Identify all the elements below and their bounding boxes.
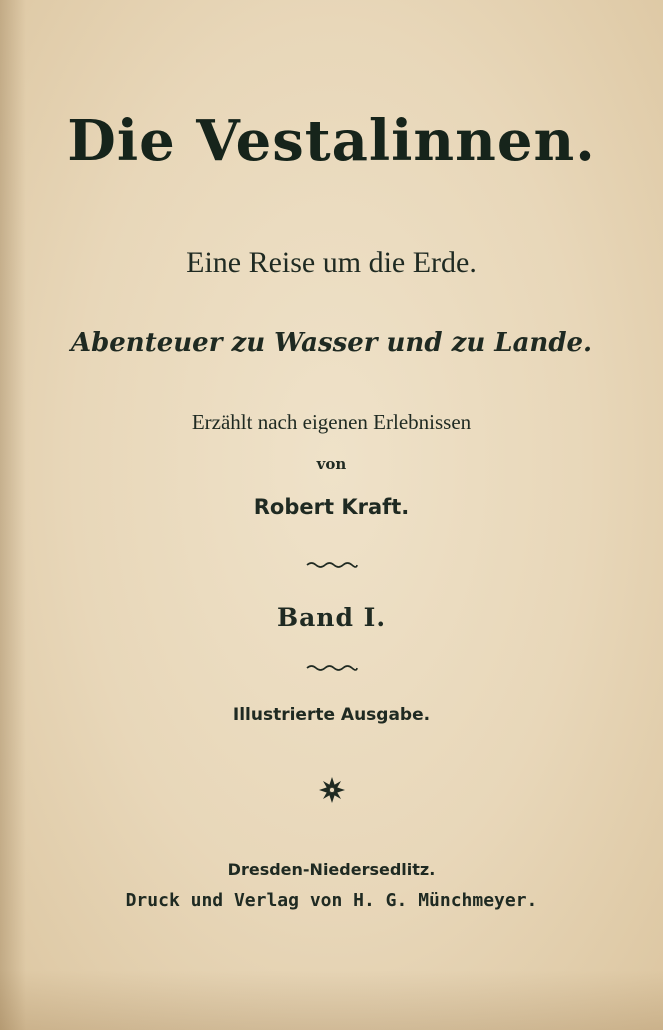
edition-label: Illustrierte Ausgabe. xyxy=(232,705,431,725)
narration-note: Erzählt nach eigenen Erlebnissen xyxy=(191,410,472,434)
book-subtitle-secondary: Abenteuer zu Wasser und zu Lande. xyxy=(70,328,593,358)
publisher-line: Druck und Verlag von H. G. Münchmeyer. xyxy=(125,890,538,911)
book-subtitle: Eine Reise um die Erde. xyxy=(186,246,477,279)
publication-place: Dresden-Niedersedlitz. xyxy=(227,860,436,879)
wave-divider-icon xyxy=(0,560,663,570)
book-title: Die Vestalinnen. xyxy=(67,108,596,174)
star-ornament-icon xyxy=(0,775,663,805)
wave-divider-icon xyxy=(0,663,663,673)
author-name: Robert Kraft. xyxy=(253,495,410,519)
by-line: von xyxy=(316,455,347,473)
page-bottom-shadow xyxy=(0,970,663,1030)
volume-label: Band I. xyxy=(276,603,387,632)
